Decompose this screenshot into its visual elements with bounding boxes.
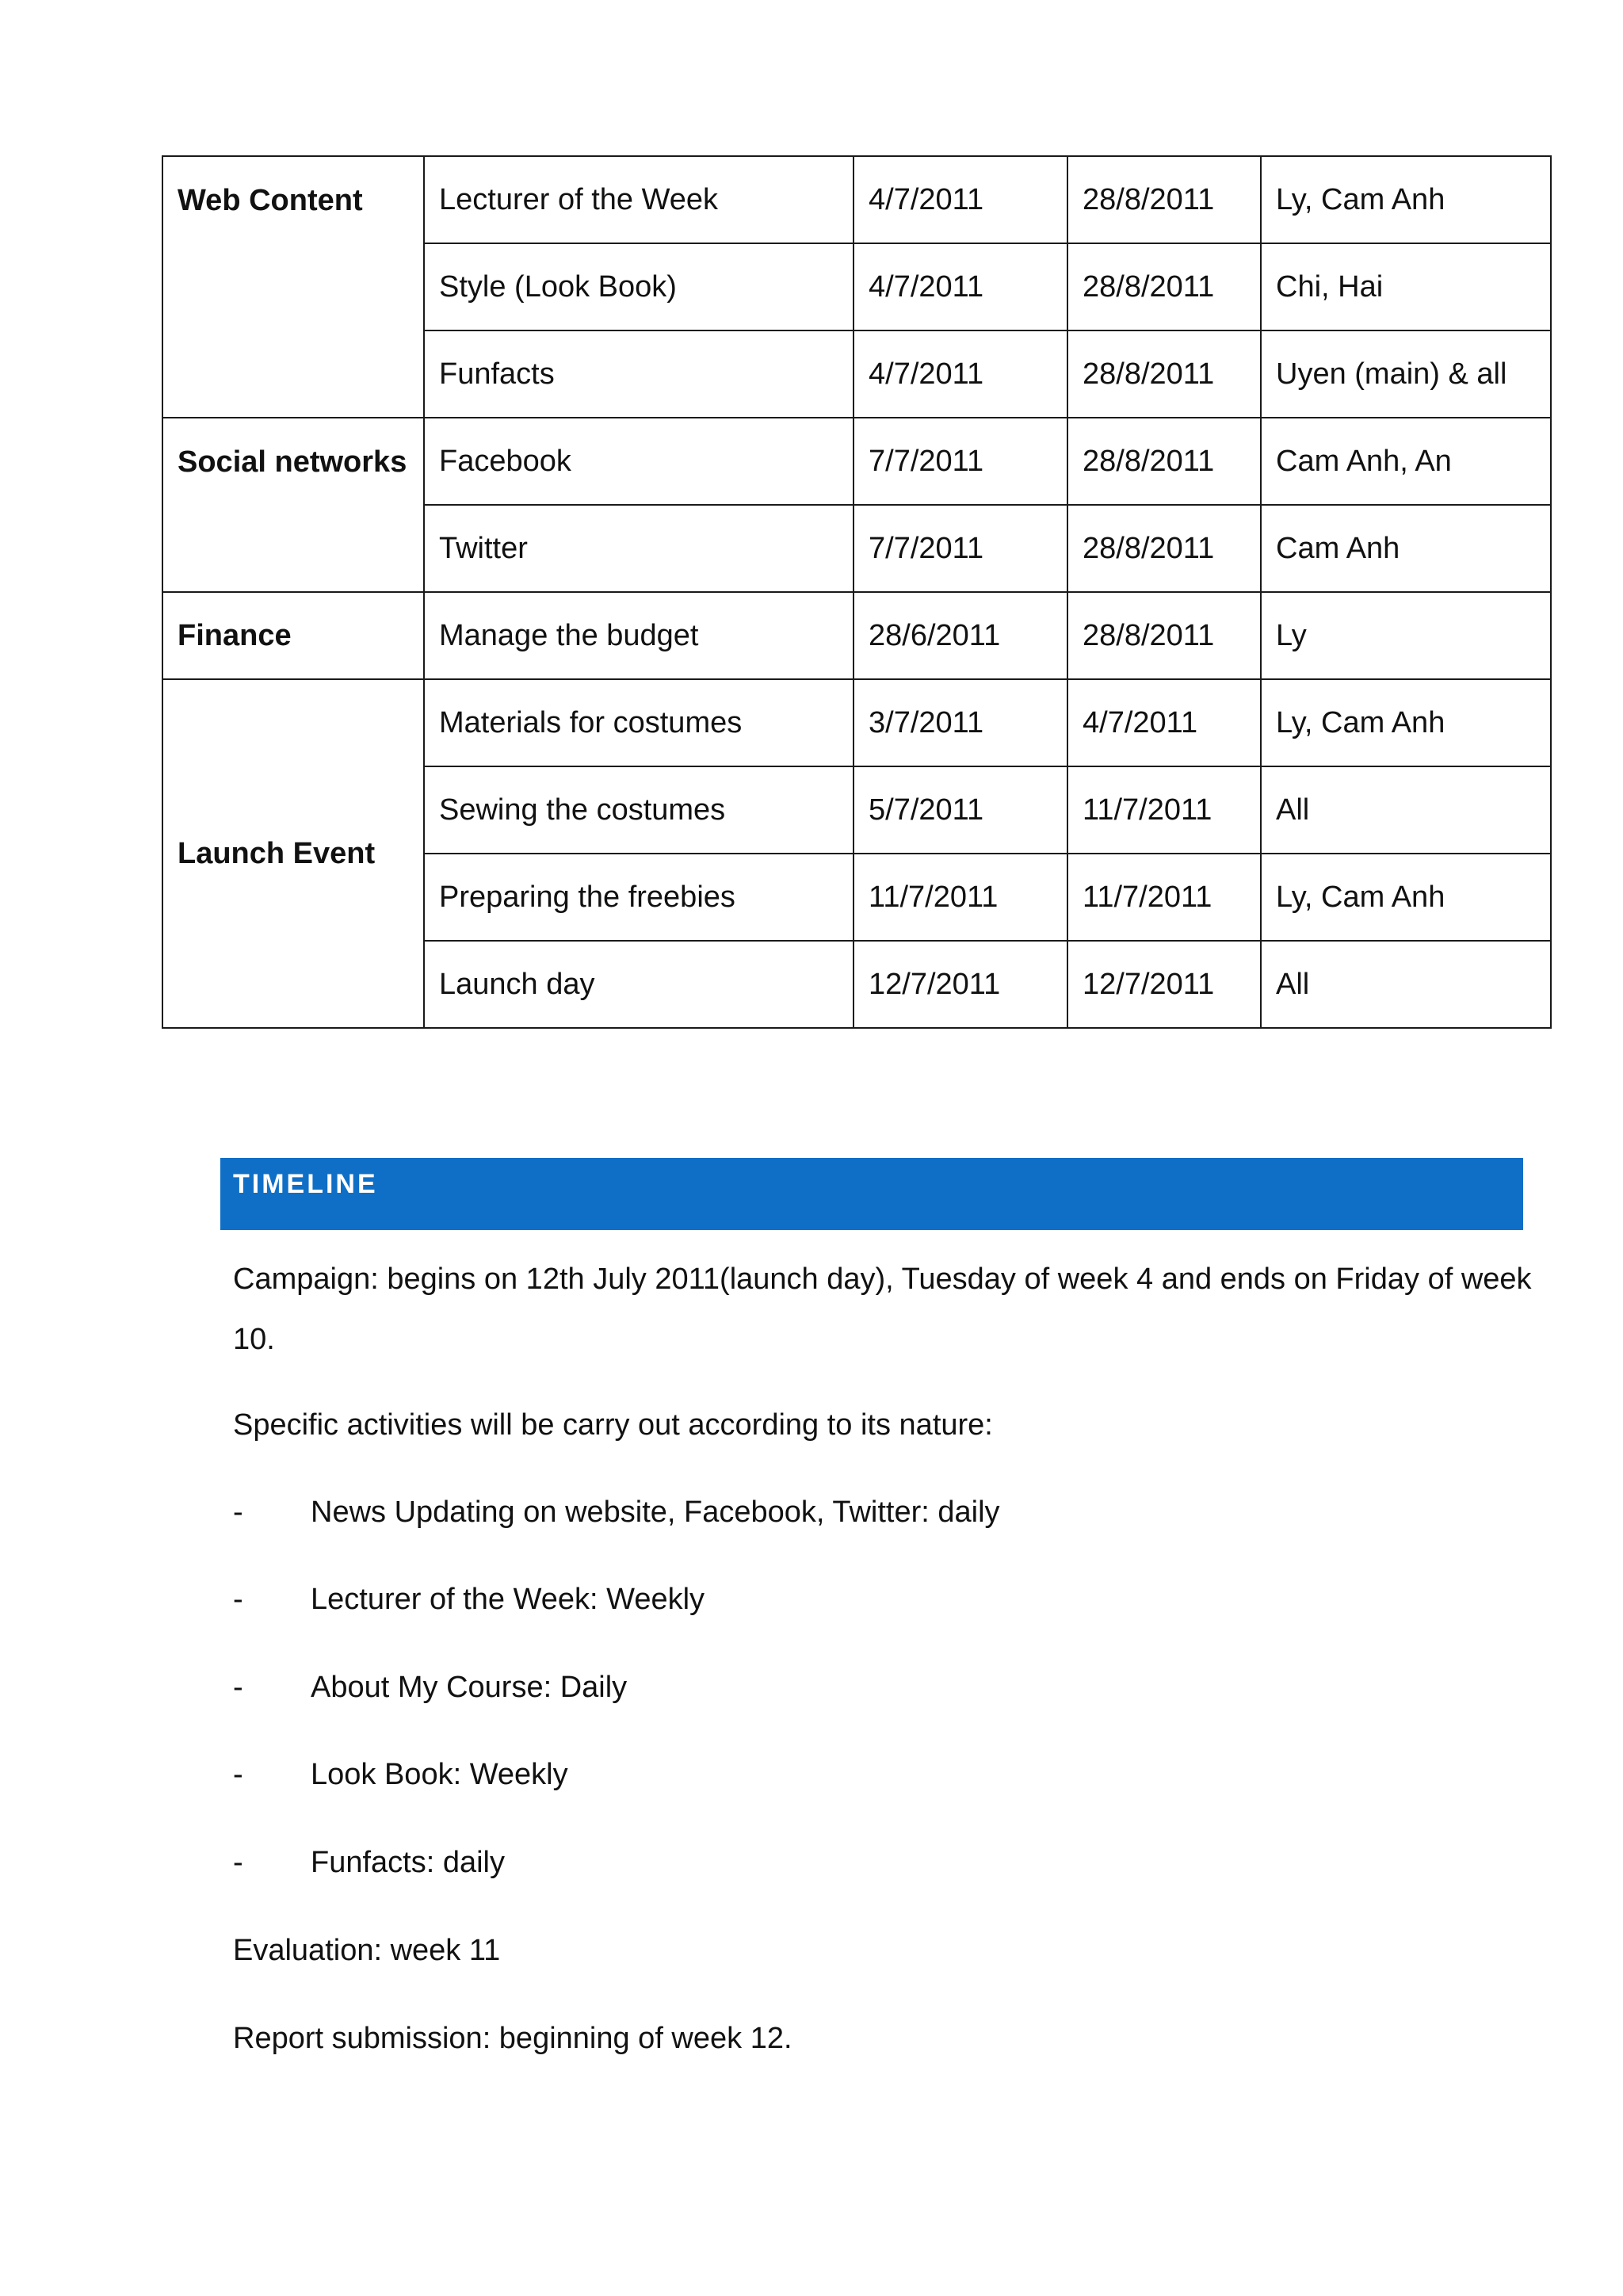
task-cell: Twitter xyxy=(424,505,854,592)
task-cell: Lecturer of the Week xyxy=(424,156,854,243)
task-cell: Manage the budget xyxy=(424,592,854,679)
owner-cell: Cam Anh, An xyxy=(1261,418,1551,505)
table-row xyxy=(162,156,1551,243)
task-cell: Sewing the costumes xyxy=(424,766,854,854)
start-date-cell: 4/7/2011 xyxy=(854,330,1067,418)
activities-intro: Specific activities will be carry out according to its nature: xyxy=(233,1408,993,1442)
task-cell: Facebook xyxy=(424,418,854,505)
campaign-paragraph: Campaign: begins on 12th July 2011(launch day), Tuesday of week 4 and ends on Friday of week 10. xyxy=(233,1263,1532,1356)
end-date-cell: 28/8/2011 xyxy=(1067,418,1261,505)
owner-cell: Ly, Cam Anh xyxy=(1261,156,1551,243)
list-item xyxy=(233,1657,627,1717)
task-cell: Style (Look Book) xyxy=(424,243,854,330)
owner-cell: All xyxy=(1261,941,1551,1028)
start-date-cell: 3/7/2011 xyxy=(854,679,1067,766)
timeline-heading-bar xyxy=(220,1158,1523,1230)
list-item-text: About My Course: Daily xyxy=(311,1671,628,1704)
table-row xyxy=(162,592,1551,679)
start-date-cell: 7/7/2011 xyxy=(854,418,1067,505)
report-line: Report submission: beginning of week 12. xyxy=(233,2022,792,2055)
evaluation-line: Evaluation: week 11 xyxy=(233,1934,501,1967)
start-date-cell: 12/7/2011 xyxy=(854,941,1067,1028)
end-date-cell: 28/8/2011 xyxy=(1067,243,1261,330)
owner-cell: All xyxy=(1261,766,1551,854)
owner-cell: Uyen (main) & all xyxy=(1261,330,1551,418)
bullet-dash: - xyxy=(233,1758,243,1791)
owner-cell: Ly, Cam Anh xyxy=(1261,679,1551,766)
list-item xyxy=(233,1832,505,1893)
owner-cell: Chi, Hai xyxy=(1261,243,1551,330)
end-date-cell: 11/7/2011 xyxy=(1067,766,1261,854)
start-date-cell: 5/7/2011 xyxy=(854,766,1067,854)
task-cell: Preparing the freebies xyxy=(424,854,854,941)
timeline-heading: TIMELINE xyxy=(233,1169,378,1199)
start-date-cell: 11/7/2011 xyxy=(854,854,1067,941)
bullet-dash: - xyxy=(233,1671,243,1704)
category-finance: Finance xyxy=(162,592,424,679)
owner-cell: Ly xyxy=(1261,592,1551,679)
bullet-dash: - xyxy=(233,1846,243,1879)
end-date-cell: 12/7/2011 xyxy=(1067,941,1261,1028)
list-item xyxy=(233,1744,568,1805)
start-date-cell: 4/7/2011 xyxy=(854,156,1067,243)
task-schedule-table xyxy=(162,155,1552,1029)
list-item xyxy=(233,1569,705,1629)
task-cell: Launch day xyxy=(424,941,854,1028)
list-item-text: Look Book: Weekly xyxy=(311,1758,568,1791)
end-date-cell: 28/8/2011 xyxy=(1067,592,1261,679)
end-date-cell: 28/8/2011 xyxy=(1067,156,1261,243)
list-item xyxy=(233,1482,1000,1542)
bullet-dash: - xyxy=(233,1496,243,1529)
start-date-cell: 4/7/2011 xyxy=(854,243,1067,330)
category-social-networks: Social networks xyxy=(162,418,424,592)
start-date-cell: 7/7/2011 xyxy=(854,505,1067,592)
end-date-cell: 11/7/2011 xyxy=(1067,854,1261,941)
end-date-cell: 28/8/2011 xyxy=(1067,505,1261,592)
owner-cell: Ly, Cam Anh xyxy=(1261,854,1551,941)
task-cell: Materials for costumes xyxy=(424,679,854,766)
list-item-text: News Updating on website, Facebook, Twitter: daily xyxy=(311,1496,1000,1529)
end-date-cell: 4/7/2011 xyxy=(1067,679,1261,766)
list-item-text: Funfacts: daily xyxy=(311,1846,505,1879)
list-item-text: Lecturer of the Week: Weekly xyxy=(311,1583,705,1616)
task-cell: Funfacts xyxy=(424,330,854,418)
table-row xyxy=(162,679,1551,766)
table-row xyxy=(162,418,1551,505)
owner-cell: Cam Anh xyxy=(1261,505,1551,592)
category-web-content: Web Content xyxy=(162,156,424,418)
end-date-cell: 28/8/2011 xyxy=(1067,330,1261,418)
bullet-dash: - xyxy=(233,1583,243,1616)
start-date-cell: 28/6/2011 xyxy=(854,592,1067,679)
category-launch-event: Launch Event xyxy=(162,679,424,1028)
